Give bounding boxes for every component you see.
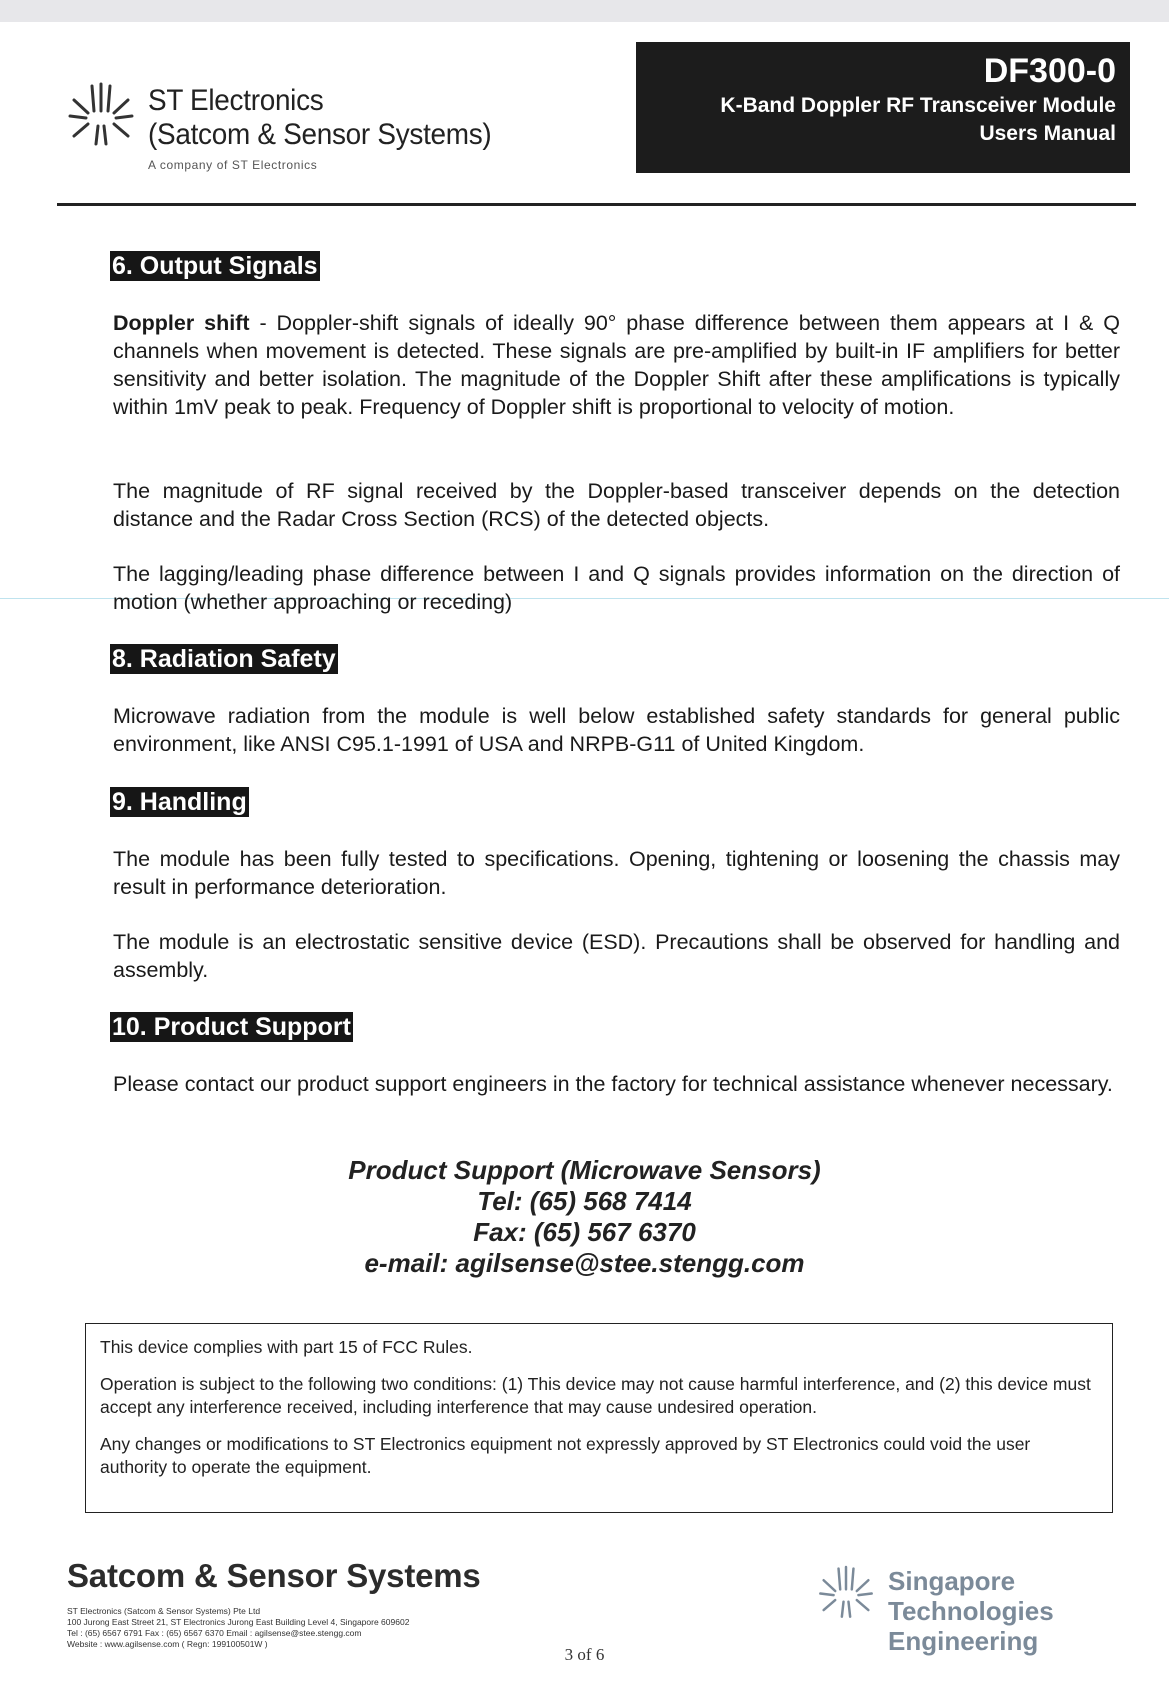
company-name: ST Electronics bbox=[148, 84, 324, 117]
st-electronics-logo-icon bbox=[66, 78, 136, 148]
doppler-shift-text: - Doppler-shift signals of ideally 90° phase difference between them appears at I & Q channels when movement is detected. These signals are pre-amplified by built-in IF amplifiers for better sensitivity and better isolation. The magnitude of the Doppler Shift after these amplifications is typically within 1mV peak to peak. Frequency of Doppler shift is proportional to velocity of motion. bbox=[113, 311, 1120, 419]
fcc-notice-box bbox=[85, 1323, 1113, 1513]
support-fax: Fax: (65) 567 6370 bbox=[473, 1217, 696, 1247]
scan-top-strip bbox=[0, 0, 1169, 22]
company-brand bbox=[148, 84, 517, 172]
phase-difference-paragraph: The lagging/leading phase difference between I and Q signals provides information on the direction of motion (whether approaching or receding) bbox=[113, 562, 1120, 614]
support-tel: Tel: (65) 568 7414 bbox=[477, 1186, 692, 1216]
heading-handling: 9. Handling bbox=[112, 788, 247, 816]
radiation-safety-paragraph: Microwave radiation from the module is well below established safety standards for general public environment, like ANSI C95.1-1991 of USA and NRPB-G11 of United Kingdom. bbox=[113, 704, 1120, 756]
support-contact-block bbox=[0, 1155, 1169, 1279]
product-description: K-Band Doppler RF Transceiver Module bbox=[720, 94, 1116, 117]
footer-website: Website : www.agilsense.com ( Regn: 199100501W ) bbox=[67, 1639, 268, 1649]
fcc-compliance: This device complies with part 15 of FCC Rules. bbox=[100, 1337, 473, 1357]
company-tagline: A company of ST Electronics bbox=[148, 158, 318, 172]
fcc-modifications: Any changes or modifications to ST Electronics equipment not expressly approved by ST Electronics could void the user authority to operate the equipment. bbox=[100, 1434, 1031, 1477]
heading-radiation-safety: 8. Radiation Safety bbox=[112, 645, 336, 673]
footer-company: ST Electronics (Satcom & Sensor Systems) Pte Ltd bbox=[67, 1606, 261, 1616]
singapore-technologies-logo-icon bbox=[817, 1562, 875, 1620]
header-divider bbox=[57, 203, 1136, 206]
heading-product-support: 10. Product Support bbox=[112, 1013, 351, 1041]
doppler-shift-paragraph bbox=[113, 309, 1120, 421]
handling-paragraph-1: The module has been fully tested to specifications. Opening, tightening or loosening the chassis may result in performance deterioration. bbox=[113, 847, 1120, 899]
company-division: (Satcom & Sensor Systems) bbox=[148, 118, 492, 151]
model-number: DF300-0 bbox=[983, 52, 1116, 90]
rf-magnitude-paragraph: The magnitude of RF signal received by the Doppler-based transceiver depends on the detection distance and the Radar Cross Section (RCS) of the detected objects. bbox=[113, 479, 1120, 531]
fcc-conditions: Operation is subject to the following two conditions: (1) This device may not cause harmful interference, and (2) this device must accept any interference received, including interference that may cause undesired operation. bbox=[100, 1374, 1091, 1417]
product-support-paragraph: Please contact our product support engineers in the factory for technical assistance whenever necessary. bbox=[113, 1072, 1113, 1096]
footer-title: Satcom & Sensor Systems bbox=[67, 1557, 481, 1594]
ste-line2: Engineering bbox=[888, 1626, 1039, 1656]
handling-paragraph-2: The module is an electrostatic sensitive device (ESD). Precautions shall be observed for handling and assembly. bbox=[113, 930, 1120, 982]
support-email[interactable]: e-mail: agilsense@stee.stengg.com bbox=[364, 1248, 805, 1278]
heading-output-signals: 6. Output Signals bbox=[112, 252, 318, 280]
doppler-shift-term: Doppler shift bbox=[113, 311, 250, 335]
page-number: 3 of 6 bbox=[564, 1645, 605, 1664]
ste-line1: Singapore Technologies bbox=[888, 1566, 1054, 1626]
footer-address: 100 Jurong East Street 21, ST Electronics Jurong East Building Level 4, Singapore 609602 bbox=[67, 1617, 410, 1627]
document-type: Users Manual bbox=[979, 122, 1116, 145]
ste-wordmark bbox=[888, 1566, 1169, 1656]
document-title-box bbox=[636, 42, 1130, 173]
footer-contact: Tel : (65) 6567 6791 Fax : (65) 6567 6370 Email : agilsense@stee.stengg.com bbox=[67, 1628, 362, 1638]
support-title: Product Support (Microwave Sensors) bbox=[348, 1155, 821, 1185]
